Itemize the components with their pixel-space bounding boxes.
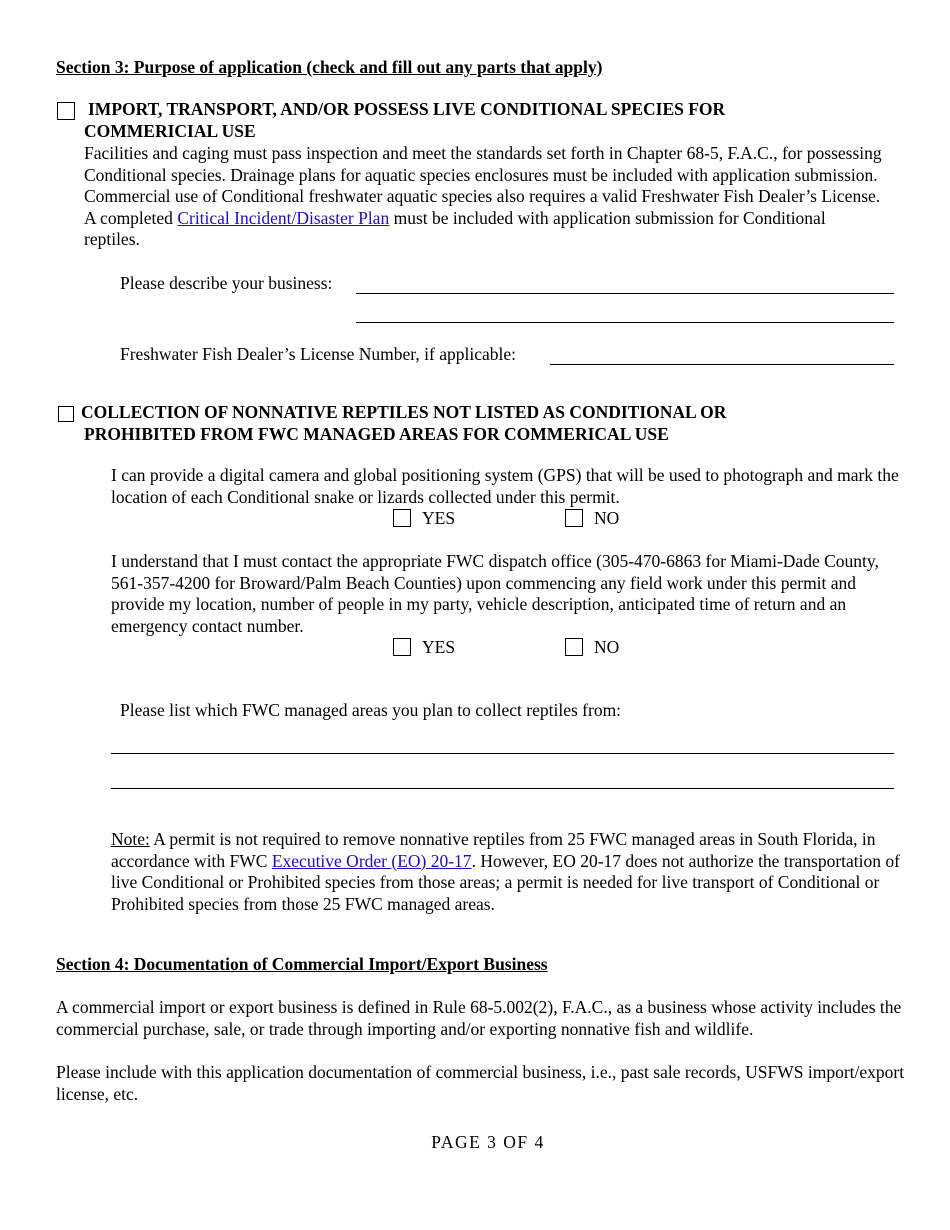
note-text-after: . However, EO 20-17 does not authorize the transportation of live Conditional or Prohibited species from those areas; a permit is needed for live transport of Conditional or Prohibited species from those 25 FWC managed areas. xyxy=(111,850,900,914)
managed-areas-note xyxy=(111,829,901,915)
managed-areas-field-line-2[interactable] xyxy=(111,788,894,789)
gps-camera-question: I can provide a digital camera and global positioning system (GPS) that will be used to photograph and mark the location of each Conditional snake or lizards collected under this permit. xyxy=(111,465,899,507)
executive-order-link[interactable]: Executive Order (EO) 20-17 xyxy=(271,850,472,871)
import-transport-checkbox[interactable] xyxy=(57,102,75,120)
dispatch-no-checkbox[interactable] xyxy=(565,638,583,656)
import-transport-text-after: must be included with application submission for Conditional reptiles. xyxy=(84,207,826,249)
note-text-before: A permit is not required to remove nonnative reptiles from 25 FWC managed areas in South Florida, in accordance with FWC xyxy=(111,829,876,871)
import-transport-text-before: Facilities and caging must pass inspection and meet the standards set forth in Chapter 68-5, F.A.C., for possessing Conditional species. Drainage plans for aquatic species enclosures must be included with application submission. Commercial use of Conditional freshwater aquatic species also requires a valid Freshwater Fish Dealer’s License. A completed xyxy=(84,143,882,228)
business-description-field-line-2[interactable] xyxy=(356,322,894,323)
section-4-heading: Section 4: Documentation of Commercial Import/Export Business xyxy=(56,954,548,974)
section-4-paragraph-2: Please include with this application documentation of commercial business, i.e., past sale records, USFWS import/export license, etc. xyxy=(56,1062,905,1104)
dealer-license-label: Freshwater Fish Dealer’s License Number, if applicable: xyxy=(120,344,516,364)
dispatch-yes-label: YES xyxy=(422,637,456,657)
gps-no-checkbox[interactable] xyxy=(565,509,583,527)
business-description-label: Please describe your business: xyxy=(120,273,333,293)
dealer-license-field-line[interactable] xyxy=(550,364,894,365)
import-transport-description xyxy=(84,143,884,251)
import-transport-title-line2: COMMERICIAL USE xyxy=(84,120,256,141)
managed-areas-field-line-1[interactable] xyxy=(111,753,894,754)
collection-reptiles-checkbox[interactable] xyxy=(58,406,74,422)
section-3-heading: Section 3: Purpose of application (check and fill out any parts that apply) xyxy=(56,57,603,77)
import-transport-title xyxy=(84,99,904,142)
managed-areas-label: Please list which FWC managed areas you plan to collect reptiles from: xyxy=(120,700,622,720)
section-4-paragraph-1: A commercial import or export business is defined in Rule 68-5.002(2), F.A.C., as a business whose activity includes the commercial purchase, sale, or trade through importing and/or exporting nonnative fish and wildlife. xyxy=(56,997,902,1039)
dispatch-yes-checkbox[interactable] xyxy=(393,638,411,656)
business-description-field-line-1[interactable] xyxy=(356,293,894,294)
dispatch-no-label: NO xyxy=(594,637,620,657)
gps-no-label: NO xyxy=(594,508,620,528)
page-number: PAGE 3 OF 4 xyxy=(431,1132,545,1152)
import-transport-title-line1: IMPORT, TRANSPORT, AND/OR POSSESS LIVE CONDITIONAL SPECIES FOR xyxy=(88,99,726,119)
gps-yes-checkbox[interactable] xyxy=(393,509,411,527)
gps-yes-label: YES xyxy=(422,508,456,528)
critical-incident-plan-link[interactable]: Critical Incident/Disaster Plan xyxy=(177,207,390,228)
collection-reptiles-title-line1: COLLECTION OF NONNATIVE REPTILES NOT LISTED AS CONDITIONAL OR xyxy=(81,402,727,422)
note-label: Note: xyxy=(111,829,150,849)
dispatch-contact-question: I understand that I must contact the appropriate FWC dispatch office (305-470-6863 for Miami-Dade County, 561-357-4200 for Broward/Palm Beach Counties) upon commencing any field work under this permit and provide my location, number of people in my party, vehicle description, anticipated time of return and an emergency contact number. xyxy=(111,551,879,636)
collection-reptiles-title xyxy=(81,402,901,445)
collection-reptiles-title-line2: PROHIBITED FROM FWC MANAGED AREAS FOR COMMERICAL USE xyxy=(84,423,669,444)
